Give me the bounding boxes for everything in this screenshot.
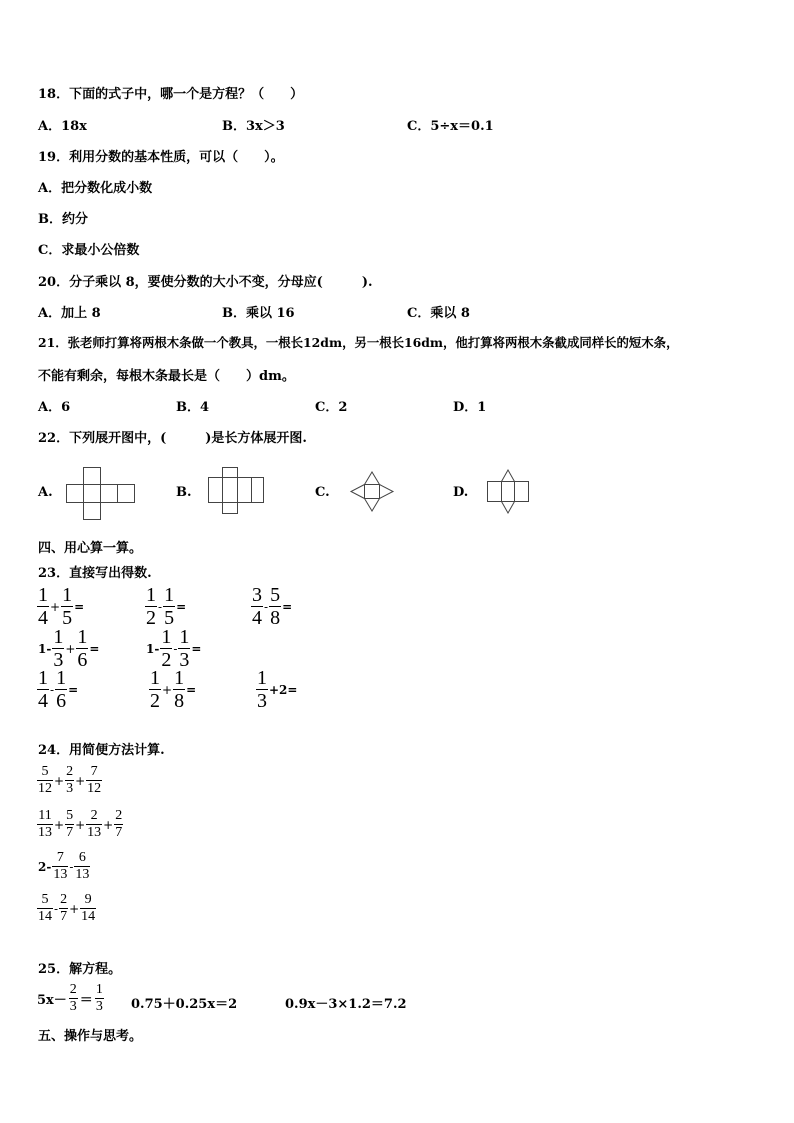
expression-suffix: = <box>176 599 187 614</box>
q21-stem-line1: 21．张老师打算将两根木条做一个教具，一根长12dm，另一根长16dm，他打算将两根木条截成同样长的短木条， <box>38 335 679 350</box>
denominator: 3 <box>69 999 77 1014</box>
net-d-figure <box>487 469 531 515</box>
denominator: 14 <box>81 909 96 924</box>
operator: + <box>75 817 86 832</box>
denominator: 6 <box>56 690 67 712</box>
fraction <box>65 765 74 796</box>
expression-prefix: 1- <box>38 641 52 656</box>
operator: - <box>158 599 163 614</box>
expression-prefix: 2- <box>38 859 52 874</box>
q23-expression <box>145 585 187 628</box>
numerator: 1 <box>257 667 267 689</box>
q24-stem: 24．用简便方法计算. <box>38 743 165 758</box>
expression-suffix: = <box>191 641 202 656</box>
fraction <box>37 765 53 796</box>
operator: + <box>103 817 114 832</box>
q23-expression <box>251 585 293 628</box>
numerator: 1 <box>174 667 185 689</box>
fraction <box>37 668 49 711</box>
net-a-figure <box>66 466 136 522</box>
fraction <box>160 627 172 670</box>
numerator: 5 <box>66 808 74 823</box>
numerator: 1 <box>53 626 64 648</box>
fraction <box>178 627 190 670</box>
fraction <box>86 809 102 840</box>
fraction <box>269 585 281 628</box>
numerator: 5 <box>270 584 281 606</box>
q24-expression <box>37 851 90 882</box>
q24-expression <box>37 809 123 840</box>
numerator: 3 <box>252 584 262 606</box>
q25-equation-3: 0.9x－3×1.2＝7.2 <box>285 997 407 1012</box>
expression-suffix: = <box>68 682 79 697</box>
operator: + <box>54 773 65 788</box>
numerator: 1 <box>77 626 88 648</box>
operator: + <box>69 901 80 916</box>
q22-label-c: C. <box>315 485 330 500</box>
denominator: 12 <box>87 781 102 796</box>
fraction <box>61 585 73 628</box>
numerator: 2 <box>115 808 123 823</box>
denominator: 7 <box>60 909 68 924</box>
q25-stem: 25．解方程。 <box>38 962 122 977</box>
q22-stem: 22．下列展开图中，( )是长方体展开图. <box>38 431 307 446</box>
operator: - <box>264 599 269 614</box>
expression-suffix: = <box>282 599 293 614</box>
q18-option-b: B．3x＞3 <box>222 119 285 134</box>
q21-option-b: B．4 <box>176 400 210 415</box>
fraction <box>37 809 53 840</box>
q20-option-b: B．乘以 16 <box>222 306 295 321</box>
numerator: 1 <box>179 626 190 648</box>
operator: + <box>54 817 65 832</box>
q23-expression <box>37 627 100 670</box>
denominator: 2 <box>146 607 156 629</box>
denominator: 4 <box>38 690 48 712</box>
fraction <box>52 627 64 670</box>
numerator: 1 <box>56 667 67 689</box>
operator: - <box>173 641 178 656</box>
numerator: 2 <box>66 764 74 779</box>
q19-stem: 19．利用分数的基本性质，可以（ ）。 <box>38 150 284 165</box>
fraction <box>163 585 175 628</box>
denominator: 13 <box>75 867 90 882</box>
q21-option-d: D．1 <box>453 400 487 415</box>
net-b-figure <box>208 467 266 517</box>
fraction <box>37 893 53 924</box>
fraction <box>74 851 90 882</box>
denominator: 13 <box>38 825 52 840</box>
q18-stem: 18．下面的式子中，哪一个是方程？（ ） <box>38 87 304 102</box>
fraction <box>37 585 49 628</box>
fraction <box>80 893 96 924</box>
q23-expression <box>149 668 197 711</box>
operator: - <box>54 901 59 916</box>
fraction <box>114 809 123 840</box>
fraction <box>149 668 161 711</box>
q23-expression <box>37 668 79 711</box>
numerator: 7 <box>90 764 98 779</box>
numerator: 2 <box>69 982 77 997</box>
denominator: 4 <box>252 607 262 629</box>
operator: - <box>50 682 55 697</box>
fraction <box>55 668 67 711</box>
numerator: 2 <box>60 892 68 907</box>
net-c-figure <box>350 470 396 514</box>
expression-suffix: = <box>186 682 197 697</box>
q25-eq1-fraction-2 <box>95 983 104 1014</box>
fraction <box>86 765 102 796</box>
denominator: 5 <box>164 607 175 629</box>
denominator: 3 <box>257 690 267 712</box>
q23-expression <box>37 585 85 628</box>
numerator: 7 <box>56 850 64 865</box>
expression-suffix: = <box>89 641 100 656</box>
denominator: 3 <box>179 649 190 671</box>
numerator: 1 <box>95 982 103 997</box>
numerator: 1 <box>150 667 160 689</box>
q19-option-c: C．求最小公倍数 <box>38 243 140 258</box>
denominator: 13 <box>87 825 102 840</box>
operator: + <box>75 773 86 788</box>
fraction <box>59 893 68 924</box>
operator: + <box>50 599 61 614</box>
numerator: 6 <box>78 850 86 865</box>
denominator: 5 <box>62 607 73 629</box>
denominator: 2 <box>161 649 172 671</box>
denominator: 6 <box>77 649 88 671</box>
q25-eq1-fraction-1 <box>69 983 78 1014</box>
expression-suffix: +2= <box>269 682 298 697</box>
q20-option-a: A．加上 8 <box>38 306 101 321</box>
operator: + <box>65 641 76 656</box>
fraction <box>173 668 185 711</box>
denominator: 8 <box>174 690 185 712</box>
q21-stem-line2: 不能有剩余，每根木条最长是（ ）dm。 <box>38 369 295 384</box>
numerator: 9 <box>84 892 92 907</box>
numerator: 1 <box>146 584 156 606</box>
denominator: 8 <box>270 607 281 629</box>
denominator: 3 <box>66 781 74 796</box>
denominator: 3 <box>53 649 64 671</box>
numerator: 1 <box>38 584 48 606</box>
operator: - <box>69 859 74 874</box>
q25-equation-2: 0.75＋0.25x＝2 <box>131 997 238 1012</box>
q20-stem: 20．分子乘以 8，要使分数的大小不变，分母应( ). <box>38 275 373 290</box>
denominator: 7 <box>66 825 74 840</box>
denominator: 14 <box>38 909 52 924</box>
fraction <box>76 627 88 670</box>
numerator: 2 <box>90 808 98 823</box>
q21-option-a: A．6 <box>38 400 71 415</box>
q24-expression <box>37 893 96 924</box>
q25-eq1-equals: ＝ <box>79 993 93 1008</box>
denominator: 2 <box>150 690 160 712</box>
denominator: 7 <box>115 825 123 840</box>
q22-label-a: A. <box>38 485 53 500</box>
q21-option-c: C．2 <box>315 400 348 415</box>
fraction <box>52 851 68 882</box>
denominator: 3 <box>95 999 103 1014</box>
q25-equation-1 <box>37 983 106 1014</box>
fraction <box>251 585 263 628</box>
numerator: 1 <box>161 626 172 648</box>
numerator: 1 <box>62 584 73 606</box>
q23-expression <box>145 627 202 670</box>
q18-option-c: C．5÷x＝0.1 <box>407 119 494 134</box>
operator: + <box>162 682 173 697</box>
q20-option-c: C．乘以 8 <box>407 306 470 321</box>
q22-label-d: D. <box>453 485 469 500</box>
section-4-title: 四、用心算一算。 <box>38 541 143 556</box>
q25-eq1-prefix: 5x－ <box>37 993 67 1008</box>
q23-stem: 23．直接写出得数. <box>38 566 152 581</box>
denominator: 4 <box>38 607 48 629</box>
q24-expression <box>37 765 102 796</box>
q19-option-a: A．把分数化成小数 <box>38 181 153 196</box>
fraction <box>256 668 268 711</box>
numerator: 1 <box>164 584 175 606</box>
expression-prefix: 1- <box>146 641 160 656</box>
expression-suffix: = <box>74 599 85 614</box>
section-5-title: 五、操作与思考。 <box>38 1029 143 1044</box>
numerator: 5 <box>41 892 49 907</box>
denominator: 12 <box>38 781 52 796</box>
numerator: 11 <box>38 808 52 823</box>
fraction <box>145 585 157 628</box>
q23-expression <box>256 668 298 711</box>
q19-option-b: B．约分 <box>38 212 88 227</box>
denominator: 13 <box>53 867 68 882</box>
numerator: 5 <box>41 764 49 779</box>
q22-label-b: B. <box>176 485 192 500</box>
fraction <box>65 809 74 840</box>
numerator: 1 <box>38 667 48 689</box>
q18-option-a: A．18x <box>38 119 87 134</box>
